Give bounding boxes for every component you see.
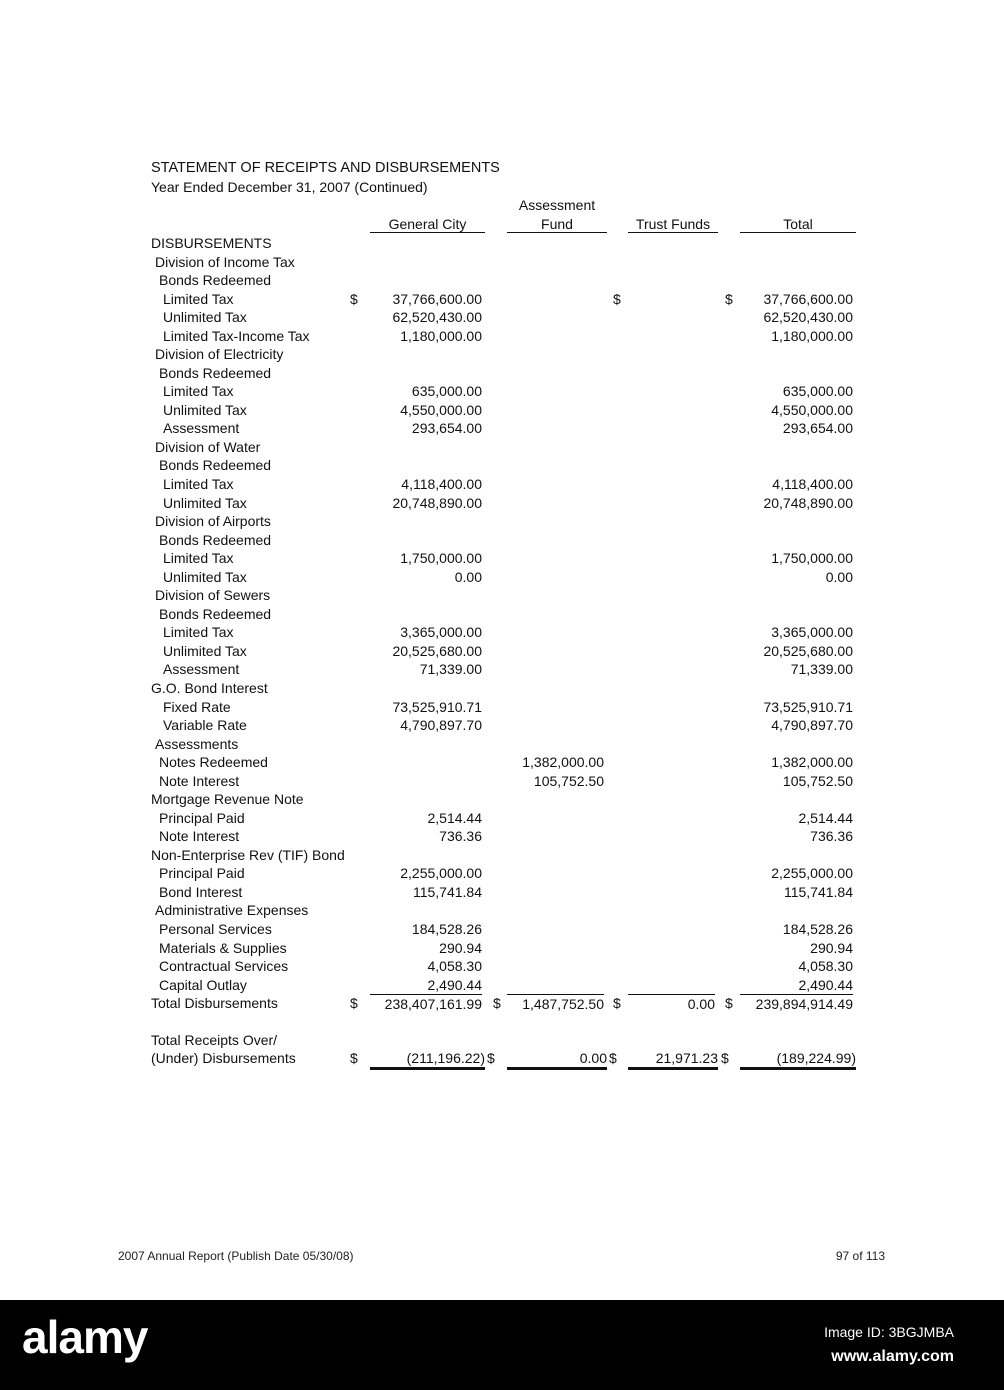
cell-total: 20,748,890.00	[763, 494, 853, 511]
table-row	[0, 456, 1004, 474]
row-label: Unlimited Tax	[163, 309, 247, 326]
currency-symbol: $	[613, 290, 621, 307]
cell-total: 3,365,000.00	[771, 624, 853, 641]
row-label: Limited Tax	[163, 476, 234, 493]
cell-general-city: 20,525,680.00	[392, 642, 482, 659]
row-label: Administrative Expenses	[155, 902, 309, 919]
table-row	[0, 827, 1004, 845]
cell-general-city: 635,000.00	[411, 383, 482, 400]
cell-total: 37,766,600.00	[763, 290, 853, 307]
cell-total: 4,550,000.00	[771, 401, 853, 418]
column-header-general-city: General City	[370, 216, 485, 233]
table-row	[0, 475, 1004, 493]
cell-total: 184,528.26	[782, 920, 853, 937]
currency-symbol: $	[609, 1050, 617, 1066]
table-row	[0, 549, 1004, 567]
row-label: Materials & Supplies	[159, 939, 287, 956]
cell-total: 62,520,430.00	[763, 309, 853, 326]
net-assessment-fund: 0.00	[507, 1049, 607, 1070]
cell-total: 239,894,914.49	[740, 994, 853, 1013]
table-row	[0, 345, 1004, 363]
table-row	[0, 772, 1004, 790]
row-label: Variable Rate	[163, 717, 247, 734]
cell-general-city: 2,514.44	[427, 809, 482, 826]
row-label: Division of Water	[155, 438, 261, 455]
table-row	[0, 253, 1004, 271]
watermark-url: www.alamy.com	[831, 1348, 954, 1365]
row-label: Limited Tax	[163, 290, 234, 307]
cell-total: 4,118,400.00	[772, 476, 853, 493]
row-label: Personal Services	[159, 920, 272, 937]
row-label: Mortgage Revenue Note	[151, 791, 304, 808]
net-row-label-1	[0, 1031, 1004, 1049]
cell-total: 20,525,680.00	[763, 642, 853, 659]
currency-symbol: $	[493, 995, 501, 1012]
row-label: Capital Outlay	[159, 976, 247, 993]
table-row	[0, 271, 1004, 289]
row-label: Bonds Redeemed	[159, 531, 272, 548]
row-label: Division of Sewers	[155, 587, 271, 604]
cell-assessment-fund: 105,752.50	[533, 772, 604, 789]
cell-general-city: 4,058.30	[427, 958, 482, 975]
statement-title: STATEMENT OF RECEIPTS AND DISBURSEMENTS	[151, 160, 500, 176]
cell-total: 635,000.00	[782, 383, 853, 400]
row-label: Unlimited Tax	[163, 642, 247, 659]
row-label: Assessments	[155, 735, 239, 752]
cell-assessment-fund: 1,487,752.50	[507, 994, 604, 1013]
cell-general-city: 1,750,000.00	[400, 550, 482, 567]
table-row	[0, 605, 1004, 623]
net-label-line1: Total Receipts Over/	[151, 1032, 278, 1048]
table-row	[0, 364, 1004, 382]
table-row	[0, 939, 1004, 957]
cell-general-city: 115,741.84	[412, 883, 482, 900]
cell-assessment-fund: 1,382,000.00	[522, 754, 604, 771]
cell-total: 293,654.00	[782, 420, 853, 437]
cell-total: 290.94	[810, 939, 853, 956]
row-label: G.O. Bond Interest	[151, 679, 268, 696]
table-row	[0, 920, 1004, 938]
net-label-line2: (Under) Disbursements	[151, 1050, 296, 1066]
cell-general-city: 2,255,000.00	[400, 865, 482, 882]
row-label: Unlimited Tax	[163, 401, 247, 418]
row-label: DISBURSEMENTS	[151, 235, 272, 251]
row-label: Principal Paid	[159, 809, 245, 826]
column-header-assessment-fund-line1: Assessment	[518, 197, 596, 213]
currency-symbol: $	[350, 995, 358, 1012]
table-row	[0, 753, 1004, 771]
row-label: Assessment	[163, 661, 240, 678]
table-row	[0, 586, 1004, 604]
row-label: Notes Redeemed	[159, 754, 268, 771]
currency-symbol: $	[487, 1050, 495, 1066]
cell-total: 105,752.50	[782, 772, 853, 789]
table-row	[0, 531, 1004, 549]
table-row	[0, 809, 1004, 827]
table-row	[0, 512, 1004, 530]
cell-general-city: 71,339.00	[419, 661, 482, 678]
table-row	[0, 901, 1004, 919]
row-label: Note Interest	[159, 828, 240, 845]
row-label: Division of Airports	[155, 513, 271, 530]
column-header-assessment-fund-line2: Fund	[507, 216, 607, 233]
watermark-image-id: Image ID: 3BGJMBA	[824, 1324, 954, 1340]
row-label: Bonds Redeemed	[159, 605, 272, 622]
footer-page-number: 97 of 113	[835, 1249, 885, 1263]
table-row	[0, 308, 1004, 326]
table-row	[0, 623, 1004, 641]
table-row	[0, 957, 1004, 975]
footer-report-title: 2007 Annual Report (Publish Date 05/30/08)	[118, 1249, 354, 1263]
net-total: (189,224.99)	[740, 1049, 856, 1070]
table-row	[0, 976, 1004, 994]
cell-general-city: 4,790,897.70	[400, 717, 482, 734]
cell-total: 4,058.30	[798, 958, 853, 975]
cell-general-city: 293,654.00	[411, 420, 482, 437]
net-trust-funds: 21,971.23	[628, 1049, 718, 1070]
cell-general-city: 3,365,000.00	[400, 624, 482, 641]
cell-general-city: 73,525,910.71	[392, 698, 482, 715]
table-row	[0, 883, 1004, 901]
table-row	[0, 494, 1004, 512]
cell-total: 71,339.00	[790, 661, 853, 678]
row-label: Division of Electricity	[155, 346, 284, 363]
total-disbursements-row	[0, 994, 1004, 1012]
cell-general-city: 37,766,600.00	[392, 290, 482, 307]
row-label: Bonds Redeemed	[159, 457, 272, 474]
row-label: Limited Tax	[163, 550, 234, 567]
net-row	[0, 1049, 1004, 1067]
table-row	[0, 735, 1004, 753]
currency-symbol: $	[725, 995, 733, 1012]
cell-total: 1,180,000.00	[771, 327, 853, 344]
statement-subtitle: Year Ended December 31, 2007 (Continued)	[151, 179, 428, 195]
row-label: Unlimited Tax	[163, 568, 247, 585]
column-header-trust-funds: Trust Funds	[628, 216, 718, 233]
cell-total: 2,490.44	[798, 976, 853, 993]
cell-total: 4,790,897.70	[771, 717, 853, 734]
row-label: Principal Paid	[159, 865, 245, 882]
table-row	[0, 327, 1004, 345]
table-row	[0, 698, 1004, 716]
cell-general-city: 2,490.44	[427, 976, 482, 993]
row-label: Assessment	[163, 420, 240, 437]
table-row	[0, 679, 1004, 697]
table-row	[0, 401, 1004, 419]
currency-symbol: $	[613, 995, 621, 1012]
row-label: Bonds Redeemed	[159, 272, 272, 289]
table-row	[0, 419, 1004, 437]
row-label: Contractual Services	[159, 958, 289, 975]
cell-general-city: 1,180,000.00	[400, 327, 482, 344]
cell-general-city: 238,407,161.99	[370, 994, 482, 1013]
cell-general-city: 20,748,890.00	[392, 494, 482, 511]
table-row	[0, 382, 1004, 400]
cell-total: 73,525,910.71	[763, 698, 853, 715]
currency-symbol: $	[725, 290, 733, 307]
cell-total: 2,255,000.00	[771, 865, 853, 882]
cell-total: 1,750,000.00	[771, 550, 853, 567]
cell-total: 0.00	[825, 568, 853, 585]
currency-symbol: $	[350, 1050, 358, 1066]
cell-general-city: 4,118,400.00	[401, 476, 482, 493]
row-label: Bonds Redeemed	[159, 364, 272, 381]
row-label: Unlimited Tax	[163, 494, 247, 511]
table-row	[0, 438, 1004, 456]
row-label: Bond Interest	[159, 883, 243, 900]
watermark-bar	[0, 1300, 1004, 1390]
cell-total: 115,741.84	[783, 883, 853, 900]
table-row	[0, 716, 1004, 734]
cell-general-city: 4,550,000.00	[400, 401, 482, 418]
cell-general-city: 184,528.26	[411, 920, 482, 937]
cell-total: 2,514.44	[798, 809, 853, 826]
table-row	[0, 846, 1004, 864]
table-row	[0, 864, 1004, 882]
table-row	[0, 290, 1004, 308]
cell-general-city: 0.00	[454, 568, 482, 585]
cell-general-city: 736.36	[439, 828, 482, 845]
table-row	[0, 234, 1004, 252]
cell-general-city: 290.94	[439, 939, 482, 956]
row-label: Limited Tax-Income Tax	[163, 327, 310, 344]
table-row	[0, 660, 1004, 678]
currency-symbol: $	[721, 1050, 729, 1066]
net-general-city: (211,196.22)	[370, 1049, 485, 1070]
column-header-total: Total	[740, 216, 856, 233]
row-label: Limited Tax	[163, 383, 234, 400]
cell-trust-funds: 0.00	[628, 994, 715, 1013]
row-label: Total Disbursements	[151, 995, 278, 1012]
currency-symbol: $	[350, 290, 358, 307]
table-row	[0, 790, 1004, 808]
table-row	[0, 642, 1004, 660]
row-label: Fixed Rate	[163, 698, 231, 715]
row-label: Note Interest	[159, 772, 240, 789]
table-row	[0, 568, 1004, 586]
alamy-logo: alamy	[22, 1311, 148, 1363]
row-label: Division of Income Tax	[155, 253, 295, 270]
row-label: Non-Enterprise Rev (TIF) Bond	[151, 846, 345, 863]
cell-total: 736.36	[810, 828, 853, 845]
cell-general-city: 62,520,430.00	[392, 309, 482, 326]
row-label: Limited Tax	[163, 624, 234, 641]
cell-total: 1,382,000.00	[771, 754, 853, 771]
